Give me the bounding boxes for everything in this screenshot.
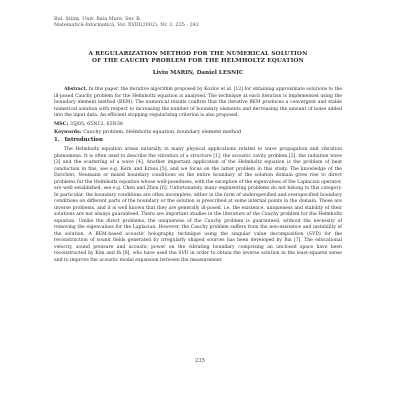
abstract-text: In this paper, the iterative algorithm proposed by Kozlov et al. [12] for obtaining approximate solutions to the ill-posed Cauchy problem for the Helmholtz equation is analysed. The technique at each iteration is implemented using the boundary element method (BEM). The numerical results confirm that the iterative BEM produces a convergent and stable numerical solution with respect to increasing the number of boundary elements and decreasing the amount of noise added into the input data. An efficient stopping regularizing criterion is also proposed. <box>54 87 342 119</box>
page-number: 235 <box>195 358 205 364</box>
title-line-2: OF THE CAUCHY PROBLEM FOR THE HELMHOLTZ EQUATION <box>92 58 304 64</box>
section-number: 1. <box>54 137 60 144</box>
msc-line <box>54 121 342 128</box>
abstract-block <box>54 87 342 119</box>
msc-label: MSC: <box>54 121 69 128</box>
journal-line-2: Matematică-Informatică, Vol. XVIII(2002), Nr. 2, 235 - 242 <box>54 22 199 29</box>
keywords-label: Keywords: <box>54 128 82 135</box>
msc-value: 35J05, 65N12, 65N38 <box>69 122 123 128</box>
title-line-1: A REGULARIZATION METHOD FOR THE NUMERICAL SOLUTION <box>88 50 308 57</box>
journal-header <box>54 16 342 29</box>
abstract-label: Abstract. <box>64 87 88 93</box>
paper-title <box>54 51 342 66</box>
journal-line-1: Bul. Ştiinţ. Univ. Baia Mare, Ser. B, <box>54 16 142 22</box>
paper-authors: Liviu MARIN, Daniel LESNIC <box>152 70 244 77</box>
intro-paragraph: The Helmholtz equation arises naturally in many physical applications related to wave propagation and vibration phenomena. It is often used to describe the vibration of a structure [1], the acoustic cavity problem [2], the radiation wave [3] and the scattering of a wave [4]. Another important application of the Helmholtz equation is the problem of heat conduction in fins, see e.g. Kern and Kraus [5], and we focus on the latter problem in this study. The knowledge of the Dirichlet, Neumann or mixed boundary conditions on the entire boundary of the solution domain gives rise to direct problems for the Helmholtz equation whose well-posedness, with the exception of the eigenvalues of the Laplacian operator, are well established, see e.g. Chen and Zhou [6]. Unfortunately, many engineering problems do not belong to this category. In particular, the boundary conditions are often incomplete, either in the form of underspecified and overspecified boundary conditions on different parts of the boundary or the solution is prescribed at some internal points in the domain. These are inverse problems, and it is well known that they are generally ill-posed, i.e. the existence, uniqueness and stability of their solutions are not always guaranteed. There are important studies in the literature of the Cauchy problem for the Helmholtz equation. Unlike the direct problems, the uniqueness of the Cauchy problem is guaranteed, without the necessity of removing the eigenvalues for the Laplacian. However, the Cauchy problem suffers from the non-existence and instability of the solution. A BEM-based acoustic holography technique using the singular value decomposition (SVD) for the reconstruction of sound fields generated by irregularly shaped sources has been developed by Bai [7]. The educational velocity, sound pressure and acoustic power on the vibrating boundary comprising an unclosed space have been reconstructed by Kim and Ih [8], who have used the SVD in order to obtain the inverse solution in the least-squares sense and to improve the acoustic modal expansion between the measurement <box>54 147 342 263</box>
section-heading <box>54 137 342 144</box>
keywords-value: Cauchy problem, Helmholtz equation, boundary element method <box>83 129 242 135</box>
section-title: Introduction <box>64 137 103 144</box>
keywords-line <box>54 129 342 136</box>
